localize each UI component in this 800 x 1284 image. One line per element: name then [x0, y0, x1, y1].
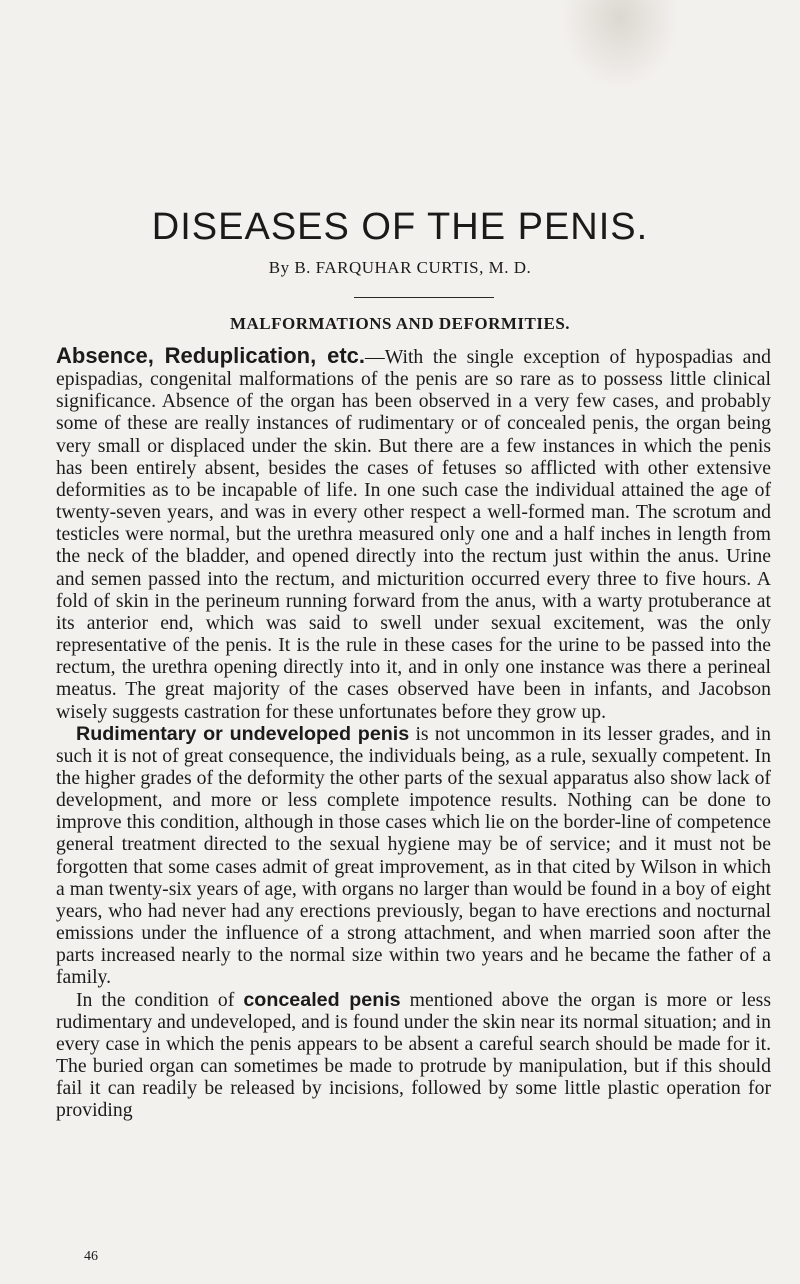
paper-stain — [560, 0, 680, 90]
paragraph-text: —With the single exception of hypospadias and epispadias, congenital malformations of the penis are so rare as to possess little clinical significance. Absence of the organ has been observed in a very few cases, and probably some of these are really instances of rudimentary or of concealed penis, the organ being very small or displaced under the skin. But there are a few instances in which the penis has been entirely absent, besides the cases of fetuses so afflicted with other extensive deformities as to be incapable of life. In one such case the individual attained the age of twenty-seven years, and was in every other respect a well-formed man. The scrotum and testicles were normal, but the urethra measured only one and a half inches in length from the neck of the bladder, and opened directly into the rectum just within the anus. Urine and semen passed into the rectum, and micturition occurred every three to five hours. A fold of skin in the perineum running forward from the anus, with a warty protuberance at its anterior end, which was said to swell under sexual excitement, was the only representative of the penis. It is the rule in these cases for the urine to be passed into the rectum, the urethra opening directly into it, and in only one instance was there a perineal meatus. The great majority of the cases observed have been in infants, and Jacobson wisely suggests castration for these unfortunates before they grow up. — [56, 346, 772, 723]
body-text — [56, 345, 771, 1121]
paragraph-text: mentioned above the organ is more or less rudimentary and undeveloped, and is found under the skin near its normal situation; and in every case in which the penis appears to be absent a careful search should be made for it. The buried organ can sometimes be made to protrude by manipulation, but if this should fail it can readily be released by incisions, followed by some little plastic operation for providing — [56, 988, 772, 1122]
paragraph-prefix: In the condition of — [76, 988, 244, 1011]
section-heading: MALFORMATIONS AND DEFORMITIES. — [229, 314, 571, 333]
paragraph-concealed — [56, 989, 771, 1122]
title-divider — [354, 297, 494, 298]
page-title: DISEASES OF THE PENIS. — [151, 206, 649, 248]
paragraph-text: is not uncommon in its lesser grades, and in such it is not of great consequence, the individuals being, as a rule, sexually competent. In the higher grades of the deformity the other parts of the sexual apparatus also show lack of development, and more or less complete impotence results. Nothing can be done to improve this condition, although in those cases which lie on the border-line of competence general treatment directed to the sexual hygiene may be of service; and it must not be forgotten that some cases admit of great improvement, as in that cited by Wilson in which a man twenty-six years of age, with organs no larger than would be found in a boy of eight years, who had never had any erections previously, began to have erections and nocturnal emissions under the influence of a strong attachment, and when married soon after the parts increased nearly to the normal size within two years and he became the father of a family. — [56, 722, 771, 989]
run-in-term: concealed penis — [243, 988, 401, 1011]
paragraph-absence — [56, 345, 771, 723]
run-in-heading: Rudimentary or undeveloped penis — [76, 722, 410, 745]
run-in-heading: Absence, Reduplication, etc. — [56, 343, 365, 368]
page-number: 46 — [84, 1249, 98, 1264]
author-byline: By B. FARQUHAR CURTIS, M. D. — [268, 258, 532, 277]
paragraph-rudimentary — [56, 723, 771, 989]
